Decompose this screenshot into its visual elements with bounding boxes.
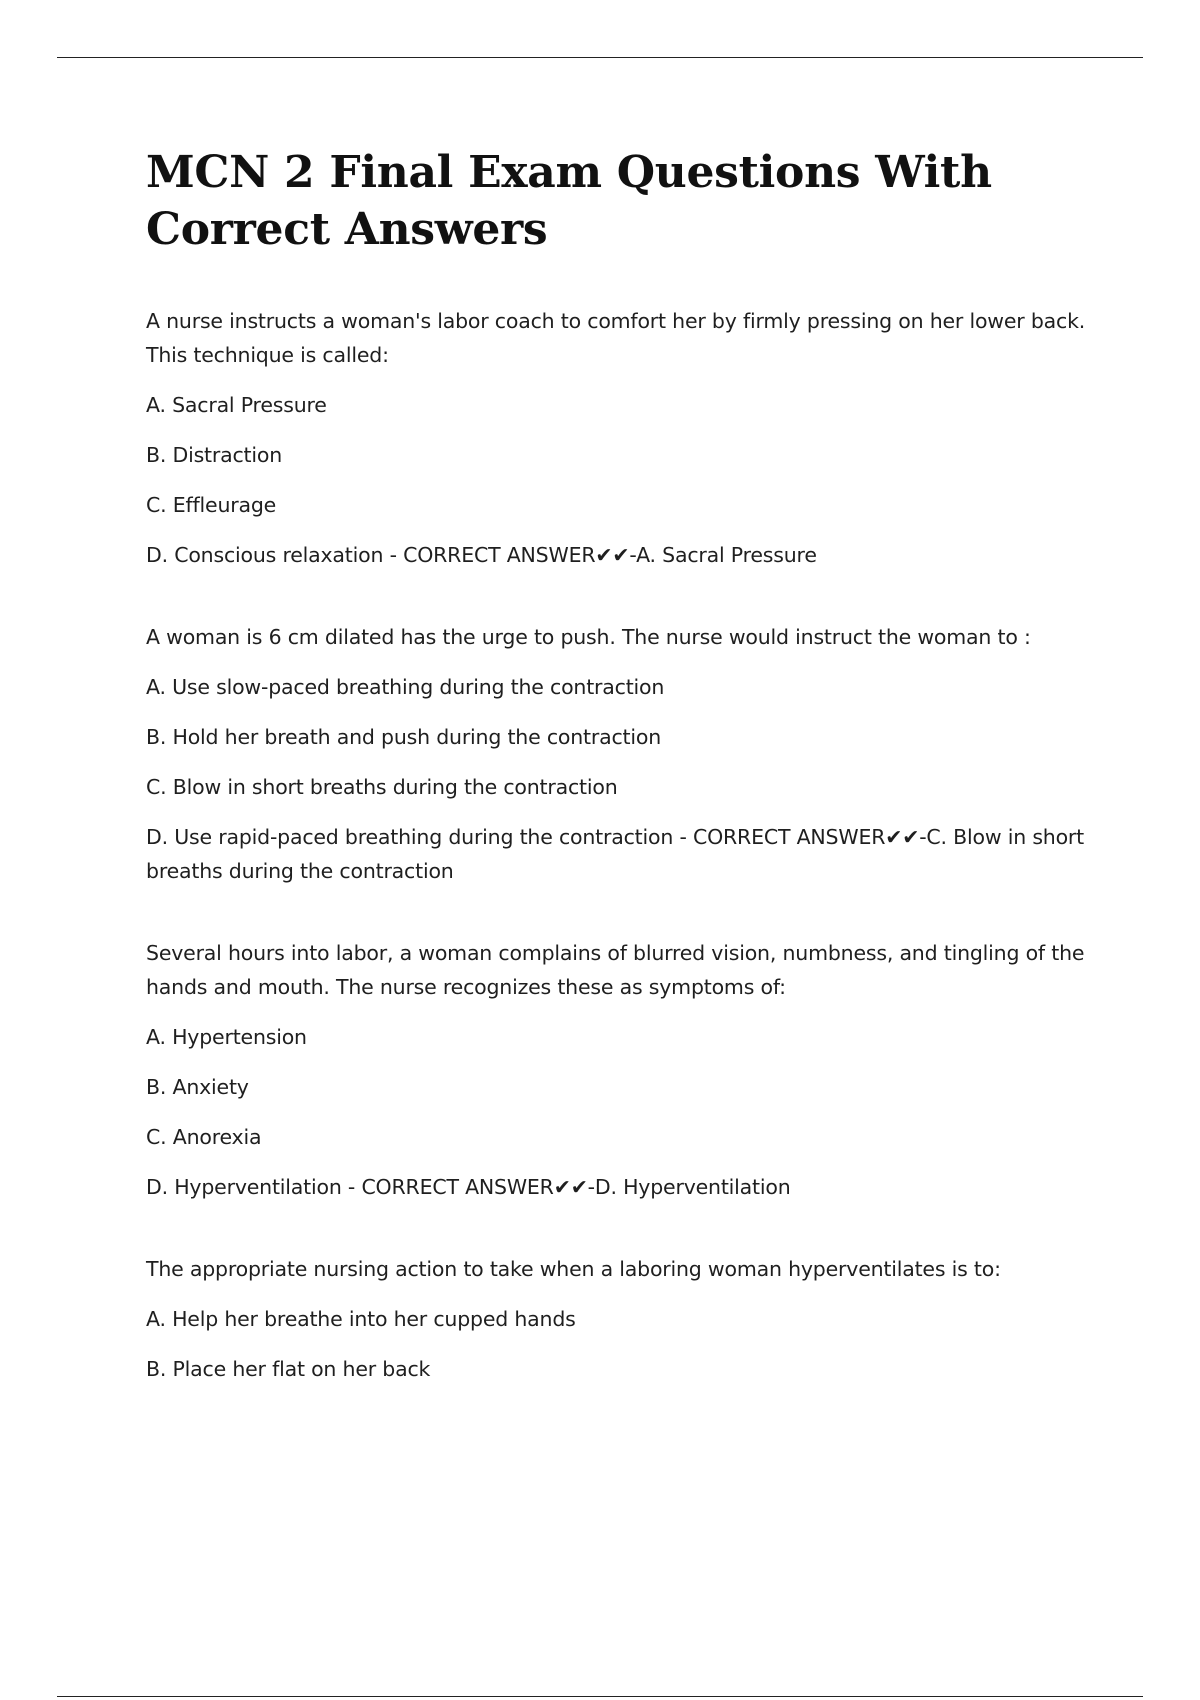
question-4 <box>146 1252 1086 1386</box>
top-rule <box>57 57 1143 58</box>
answer-option-b: B. Place her flat on her back <box>146 1357 431 1381</box>
document-title: MCN 2 Final Exam Questions With Correct Answers <box>146 147 992 255</box>
answer-option-d-with-correct-answer: D. Use rapid-paced breathing during the contraction - CORRECT ANSWER✔✔-C. Blow in short breaths during the contraction <box>146 825 1085 883</box>
answer-option-c: C. Anorexia <box>146 1125 262 1149</box>
answer-option-d-with-correct-answer: D. Hyperventilation - CORRECT ANSWER✔✔-D. Hyperventilation <box>146 1175 791 1199</box>
question-3 <box>146 936 1086 1204</box>
question-text: A woman is 6 cm dilated has the urge to push. The nurse would instruct the woman to : <box>146 625 1031 649</box>
question-text: Several hours into labor, a woman complains of blurred vision, numbness, and tingling of the hands and mouth. The nurse recognizes these as symptoms of: <box>146 941 1085 999</box>
question-2 <box>146 620 1086 888</box>
question-text: The appropriate nursing action to take when a laboring woman hyperventilates is to: <box>146 1257 1001 1281</box>
answer-option-b: B. Distraction <box>146 443 283 467</box>
answer-option-c: C. Effleurage <box>146 493 277 517</box>
answer-option-a: A. Help her breathe into her cupped hands <box>146 1307 576 1331</box>
document-body <box>146 144 1086 1386</box>
answer-option-a: A. Use slow-paced breathing during the contraction <box>146 675 665 699</box>
answer-option-b: B. Hold her breath and push during the contraction <box>146 725 662 749</box>
answer-option-a: A. Sacral Pressure <box>146 393 327 417</box>
bottom-rule <box>57 1696 1143 1697</box>
answer-option-c: C. Blow in short breaths during the contraction <box>146 775 618 799</box>
answer-option-a: A. Hypertension <box>146 1025 307 1049</box>
answer-option-b: B. Anxiety <box>146 1075 249 1099</box>
question-text: A nurse instructs a woman's labor coach to comfort her by firmly pressing on her lower back. This technique is called: <box>146 309 1086 367</box>
question-1 <box>146 304 1086 572</box>
answer-option-d-with-correct-answer: D. Conscious relaxation - CORRECT ANSWER✔✔-A. Sacral Pressure <box>146 543 817 567</box>
